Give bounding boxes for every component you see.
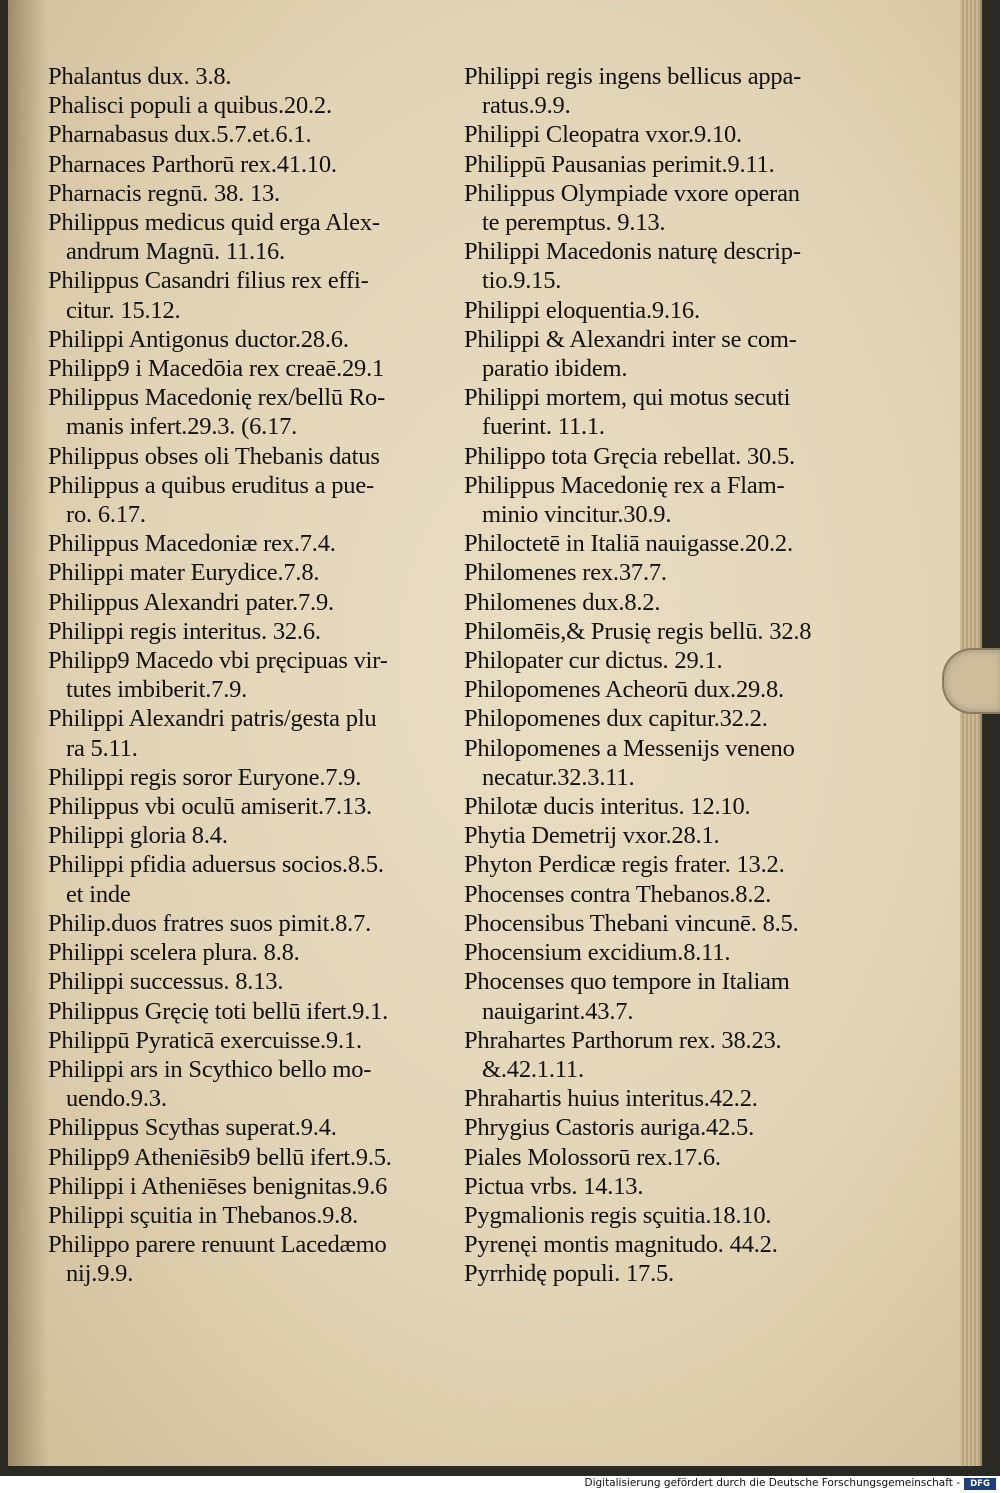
page-gutter-shadow (8, 0, 48, 1466)
index-entry-line: Pharnacis regnū. 38. 13. (48, 179, 280, 207)
index-entry (48, 179, 448, 208)
index-entry-continuation: nij.9.9. (66, 1260, 134, 1288)
dfg-logo: DFG (964, 1478, 996, 1490)
index-column-left (48, 62, 448, 1289)
index-entry (464, 179, 864, 237)
index-entry-line: Philotæ ducis interitus. 12.10. (464, 793, 751, 821)
index-entry-line: Philippi regis ingens bellicus appa- (464, 63, 802, 90)
index-entry-line: Philippi eloquentia.9.16. (464, 296, 700, 324)
index-entry (464, 704, 864, 733)
index-entry (464, 442, 864, 471)
index-entry-line: Philipp9 Atheniēsib9 bellū ifert.9.5. (48, 1143, 392, 1171)
index-entry-continuation: ratus.9.9. (482, 92, 571, 120)
index-entry-line: Philip.duos fratres suos pimit.8.7. (48, 909, 372, 937)
index-entry (464, 850, 864, 879)
index-entry-line: Philippi ars in Scythico bello mo- (48, 1055, 372, 1083)
index-entry (48, 325, 448, 354)
index-entry-continuation: tutes imbiberit.7.9. (66, 676, 248, 704)
index-entry-continuation: te peremptus. 9.13. (482, 209, 666, 237)
index-entry-line: Phytia Demetrij vxor.28.1. (464, 822, 720, 850)
index-entry-line: Philippi & Alexandri inter se com- (464, 325, 797, 353)
index-entry (464, 1230, 864, 1259)
index-entry-line: Phocenses contra Thebanos.8.2. (464, 880, 772, 908)
index-entry-line: Philippus obses oli Thebanis datus (48, 442, 380, 470)
index-entry-line: Pharnaces Parthorū rex.41.10. (48, 150, 337, 178)
page-fore-edge (960, 0, 980, 1466)
index-entry-line: Phocenses quo tempore in Italiam (464, 968, 790, 996)
index-entry-line: Philippus Scythas superat.9.4. (48, 1114, 337, 1142)
index-entry (464, 1172, 864, 1201)
index-entry (48, 150, 448, 179)
index-entry-line: Philippi Antigonus ductor.28.6. (48, 325, 349, 353)
index-entry-line: Phalisci populi a quibus.20.2. (48, 92, 332, 120)
index-entry-continuation: uendo.9.3. (66, 1085, 167, 1113)
index-entry (464, 734, 864, 792)
index-entry (48, 471, 448, 529)
index-entry (464, 1259, 864, 1288)
index-entry-line: Philippi gloria 8.4. (48, 822, 228, 850)
index-entry (48, 909, 448, 938)
index-entry-line: Philippi regis interitus. 32.6. (48, 617, 321, 645)
index-entry (464, 1201, 864, 1230)
index-entry (464, 792, 864, 821)
index-entry-line: Philippus Olympiade vxore operan (464, 179, 800, 207)
digitization-footer (0, 1476, 1000, 1493)
index-entry-line: Philopomenes a Messenijs veneno (464, 734, 795, 762)
index-entry-line: Philippi i Atheniēses benignitas.9.6 (48, 1172, 388, 1200)
index-entry-line: Piales Molossorū rex.17.6. (464, 1143, 721, 1171)
index-entry-line: Philopomenes dux capitur.32.2. (464, 705, 768, 733)
index-entry (48, 1055, 448, 1113)
index-entry-continuation: fuerint. 11.1. (482, 413, 605, 441)
index-entry (48, 91, 448, 120)
index-entry (464, 938, 864, 967)
index-entry-line: Philippi scelera plura. 8.8. (48, 939, 300, 967)
index-entry-line: Phrahartis huius interitus.42.2. (464, 1085, 758, 1113)
index-entry-line: Philomēis,& Prusię regis bellū. 32.8 (464, 617, 812, 645)
index-entry (48, 646, 448, 704)
index-entry-continuation: nauigarint.43.7. (482, 997, 634, 1025)
index-entry (464, 909, 864, 938)
index-entry-line: Philopomenes Acheorū dux.29.8. (464, 676, 784, 704)
book-page (8, 0, 982, 1466)
index-entry-line: Philippi Alexandri patris/gesta plu (48, 705, 377, 733)
index-entry-continuation: et inde (66, 880, 131, 908)
index-entry (464, 1113, 864, 1142)
index-entry (464, 1084, 864, 1113)
index-entry-line: Philoctetē in Italiā nauigasse.20.2. (464, 530, 793, 558)
index-entry (464, 1143, 864, 1172)
index-entry (464, 120, 864, 149)
index-entry (464, 675, 864, 704)
index-entry (464, 821, 864, 850)
index-entry (464, 471, 864, 529)
index-entry (464, 646, 864, 675)
index-entry (48, 354, 448, 383)
index-entry-line: Philippo parere renuunt Lacedæmo (48, 1231, 387, 1259)
index-entry-line: Phalantus dux. 3.8. (48, 63, 232, 90)
index-entry-line: Phrygius Castoris auriga.42.5. (464, 1114, 755, 1142)
index-entry-continuation: citur. 15.12. (66, 296, 181, 324)
index-entry-line: Phocensibus Thebani vincunē. 8.5. (464, 909, 799, 937)
index-entry (48, 120, 448, 149)
index-entry-line: Philippus Gręcię toti bellū ifert.9.1. (48, 997, 389, 1025)
index-entry (464, 383, 864, 441)
index-entry (48, 266, 448, 324)
index-entry (464, 588, 864, 617)
index-entry (48, 1230, 448, 1288)
index-entry-line: Philomenes rex.37.7. (464, 559, 667, 587)
index-entry (464, 529, 864, 558)
index-entry (48, 588, 448, 617)
index-entry-line: Philippi successus. 8.13. (48, 968, 284, 996)
index-entry (464, 967, 864, 1025)
index-entry (464, 1026, 864, 1084)
index-entry (464, 237, 864, 295)
index-entry-line: Philippū Pausanias perimit.9.11. (464, 150, 775, 178)
index-entry-continuation: ra 5.11. (66, 734, 138, 762)
index-entry-line: Pictua vrbs. 14.13. (464, 1172, 644, 1200)
index-entry (48, 558, 448, 587)
index-entry (464, 325, 864, 383)
index-entry (464, 558, 864, 587)
index-entry-line: Philipp9 Macedo vbi pręcipuas vir- (48, 647, 388, 675)
index-entry-line: Philopater cur dictus. 29.1. (464, 647, 723, 675)
index-entry (464, 880, 864, 909)
index-entry (48, 792, 448, 821)
index-entry-line: Philippi mater Eurydice.7.8. (48, 559, 320, 587)
index-entry-line: Philippus Macedonię rex a Flam- (464, 471, 785, 499)
index-entry-continuation: ro. 6.17. (66, 501, 146, 529)
index-entry-line: Philippi mortem, qui motus secuti (464, 384, 791, 412)
index-entry (48, 529, 448, 558)
index-entry-continuation: minio vincitur.30.9. (482, 501, 672, 529)
index-entry-continuation: manis infert.29.3. (6.17. (66, 413, 298, 441)
index-entry-line: Philippi Cleopatra vxor.9.10. (464, 121, 742, 149)
index-entry-line: Phrahartes Parthorum rex. 38.23. (464, 1026, 782, 1054)
index-entry (48, 850, 448, 908)
index-entry-continuation: tio.9.15. (482, 267, 562, 295)
index-entry (48, 383, 448, 441)
index-entry-continuation: andrum Magnū. 11.16. (66, 238, 285, 266)
index-entry (48, 967, 448, 996)
index-entry-line: Philippus medicus quid erga Alex- (48, 209, 380, 237)
index-entry-line: Pyrenęi montis magnitudo. 44.2. (464, 1231, 778, 1259)
index-entry (48, 1026, 448, 1055)
index-entry (464, 150, 864, 179)
index-column-right (464, 62, 864, 1289)
index-entry-line: Philippus Macedoniæ rex.7.4. (48, 530, 336, 558)
index-entry (48, 1113, 448, 1142)
index-entry-line: Philippi Macedonis naturę descrip- (464, 238, 801, 266)
book-clasp-tab (942, 648, 1000, 714)
index-entry (48, 442, 448, 471)
index-entry (48, 1143, 448, 1172)
funding-credit: Digitalisierung gefördert durch die Deutsche Forschungsgemeinschaft - (584, 1477, 960, 1489)
index-entry (48, 938, 448, 967)
index-entry (48, 1201, 448, 1230)
index-entry (48, 208, 448, 266)
index-entry (48, 617, 448, 646)
index-entry-line: Phyton Perdicæ regis frater. 13.2. (464, 851, 785, 879)
index-entry (48, 997, 448, 1026)
index-entry-line: Philomenes dux.8.2. (464, 588, 661, 616)
index-entry (464, 296, 864, 325)
index-entry-line: Philipp9 i Macedōia rex creaē.29.1 (48, 355, 385, 383)
index-entry-line: Pharnabasus dux.5.7.et.6.1. (48, 121, 312, 149)
index-entry (48, 704, 448, 762)
index-entry-continuation: necatur.32.3.11. (482, 763, 635, 791)
index-entry (464, 62, 864, 120)
index-entry-line: Phocensium excidium.8.11. (464, 939, 731, 967)
index-entry-continuation: paratio ibidem. (482, 355, 628, 383)
index-entry-line: Philippi pfidia aduersus socios.8.5. (48, 851, 384, 879)
index-entry-line: Philippus Macedonię rex/bellū Ro- (48, 384, 386, 412)
index-entry (464, 617, 864, 646)
index-entry (48, 821, 448, 850)
index-entry (48, 1172, 448, 1201)
index-entry-line: Philippus Casandri filius rex effi- (48, 267, 369, 295)
index-entry-line: Philippū Pyraticā exercuisse.9.1. (48, 1026, 362, 1054)
index-entry (48, 62, 448, 91)
index-entry-continuation: &.42.1.11. (482, 1055, 584, 1083)
index-entry-line: Philippi regis soror Euryone.7.9. (48, 763, 362, 791)
index-entry-line: Philippus a quibus eruditus a pue- (48, 471, 374, 499)
index-entry-line: Philippi sçuitia in Thebanos.9.8. (48, 1201, 359, 1229)
index-entry-line: Philippus Alexandri pater.7.9. (48, 588, 334, 616)
index-entry-line: Philippus vbi oculū amiserit.7.13. (48, 793, 372, 821)
index-entry-line: Philippo tota Gręcia rebellat. 30.5. (464, 442, 795, 470)
index-entry-line: Pygmalionis regis sçuitia.18.10. (464, 1201, 772, 1229)
index-entry (48, 763, 448, 792)
index-entry-line: Pyrrhidę populi. 17.5. (464, 1260, 674, 1288)
